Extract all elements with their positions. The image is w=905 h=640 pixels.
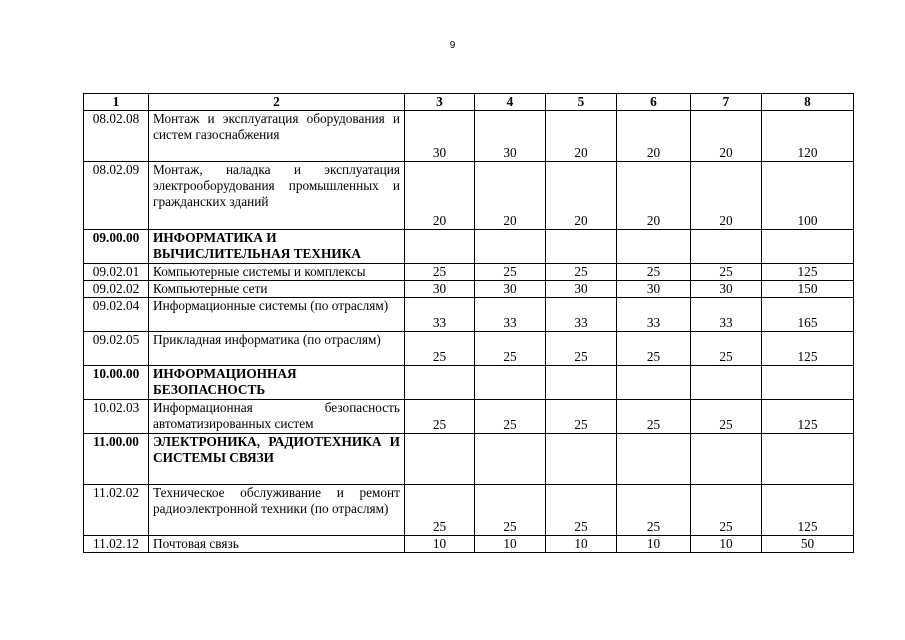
specialties-table: [83, 93, 854, 553]
value-cell: 25: [691, 400, 762, 434]
value-cell: 30: [546, 281, 617, 298]
value-cell: 25: [617, 400, 691, 434]
total-cell: 150: [762, 281, 854, 298]
table-header-row: [84, 94, 854, 111]
value-cell: 25: [691, 485, 762, 536]
total-cell: 165: [762, 298, 854, 332]
specialty-code: 08.02.08: [84, 111, 149, 162]
total-cell: 125: [762, 400, 854, 434]
section-name: ИНФОРМАТИКА И ВЫЧИСЛИТЕЛЬНАЯ ТЕХНИКА: [149, 230, 405, 264]
table-row: [84, 264, 854, 281]
value-cell: 20: [691, 162, 762, 230]
table-row: [84, 536, 854, 553]
value-cell: 10: [691, 536, 762, 553]
table-row: [84, 332, 854, 366]
value-cell: 25: [405, 264, 475, 281]
value-cell: 30: [475, 281, 546, 298]
empty-cell: [691, 366, 762, 400]
value-cell: 20: [405, 162, 475, 230]
specialty-code: 11.02.02: [84, 485, 149, 536]
empty-cell: [617, 434, 691, 485]
value-cell: 10: [546, 536, 617, 553]
value-cell: 30: [405, 111, 475, 162]
table-row: [84, 162, 854, 230]
total-cell: 120: [762, 111, 854, 162]
empty-cell: [762, 366, 854, 400]
value-cell: 25: [405, 400, 475, 434]
value-cell: 20: [617, 162, 691, 230]
page-number: 9: [449, 40, 456, 51]
value-cell: 25: [475, 264, 546, 281]
empty-cell: [405, 366, 475, 400]
section-name: ЭЛЕКТРОНИКА, РАДИОТЕХНИКА И СИСТЕМЫ СВЯЗИ: [149, 434, 405, 485]
empty-cell: [405, 230, 475, 264]
value-cell: 25: [405, 332, 475, 366]
total-cell: 125: [762, 264, 854, 281]
value-cell: 30: [405, 281, 475, 298]
value-cell: 25: [691, 264, 762, 281]
column-header: 5: [546, 94, 617, 111]
column-header: 4: [475, 94, 546, 111]
value-cell: 20: [546, 162, 617, 230]
section-code: 11.00.00: [84, 434, 149, 485]
value-cell: 25: [617, 332, 691, 366]
value-cell: 33: [691, 298, 762, 332]
value-cell: 30: [475, 111, 546, 162]
specialty-code: 09.02.04: [84, 298, 149, 332]
empty-cell: [475, 366, 546, 400]
value-cell: 20: [617, 111, 691, 162]
empty-cell: [405, 434, 475, 485]
value-cell: 25: [617, 264, 691, 281]
specialty-name: Монтаж, наладка и эксплуатация электрооборудования промышленных и гражданских зданий: [149, 162, 405, 230]
specialty-name: Компьютерные сети: [149, 281, 405, 298]
value-cell: 25: [617, 485, 691, 536]
column-header: 2: [149, 94, 405, 111]
value-cell: 30: [691, 281, 762, 298]
value-cell: 33: [405, 298, 475, 332]
specialty-code: 09.02.05: [84, 332, 149, 366]
value-cell: 10: [617, 536, 691, 553]
column-header: 1: [84, 94, 149, 111]
value-cell: 10: [405, 536, 475, 553]
value-cell: 20: [475, 162, 546, 230]
value-cell: 25: [546, 485, 617, 536]
table-row: [84, 111, 854, 162]
empty-cell: [691, 230, 762, 264]
empty-cell: [546, 366, 617, 400]
section-row: [84, 434, 854, 485]
section-row: [84, 230, 854, 264]
section-row: [84, 366, 854, 400]
value-cell: 25: [475, 485, 546, 536]
value-cell: 20: [691, 111, 762, 162]
empty-cell: [546, 230, 617, 264]
value-cell: 25: [546, 264, 617, 281]
empty-cell: [617, 366, 691, 400]
specialty-code: 10.02.03: [84, 400, 149, 434]
value-cell: 20: [546, 111, 617, 162]
value-cell: 30: [617, 281, 691, 298]
specialty-name: Техническое обслуживание и ремонт радиоэлектронной техники (по отраслям): [149, 485, 405, 536]
empty-cell: [691, 434, 762, 485]
specialty-code: 09.02.02: [84, 281, 149, 298]
section-code: 09.00.00: [84, 230, 149, 264]
column-header: 3: [405, 94, 475, 111]
empty-cell: [617, 230, 691, 264]
section-code: 10.00.00: [84, 366, 149, 400]
value-cell: 25: [405, 485, 475, 536]
value-cell: 33: [617, 298, 691, 332]
value-cell: 33: [546, 298, 617, 332]
total-cell: 50: [762, 536, 854, 553]
empty-cell: [762, 434, 854, 485]
value-cell: 25: [546, 332, 617, 366]
table-row: [84, 400, 854, 434]
specialty-code: 08.02.09: [84, 162, 149, 230]
value-cell: 33: [475, 298, 546, 332]
value-cell: 25: [546, 400, 617, 434]
empty-cell: [475, 230, 546, 264]
column-header: 6: [617, 94, 691, 111]
value-cell: 25: [475, 332, 546, 366]
value-cell: 10: [475, 536, 546, 553]
total-cell: 125: [762, 485, 854, 536]
empty-cell: [546, 434, 617, 485]
specialty-name: Монтаж и эксплуатация оборудования и систем газоснабжения: [149, 111, 405, 162]
specialty-code: 11.02.12: [84, 536, 149, 553]
empty-cell: [475, 434, 546, 485]
specialty-name: Информационная безопасность автоматизированных систем: [149, 400, 405, 434]
empty-cell: [762, 230, 854, 264]
total-cell: 125: [762, 332, 854, 366]
value-cell: 25: [475, 400, 546, 434]
section-name: ИНФОРМАЦИОННАЯ БЕЗОПАСНОСТЬ: [149, 366, 405, 400]
value-cell: 25: [691, 332, 762, 366]
specialty-name: Информационные системы (по отраслям): [149, 298, 405, 332]
column-header: 8: [762, 94, 854, 111]
specialty-code: 09.02.01: [84, 264, 149, 281]
table-row: [84, 298, 854, 332]
table-row: [84, 485, 854, 536]
total-cell: 100: [762, 162, 854, 230]
specialty-name: Почтовая связь: [149, 536, 405, 553]
specialty-name: Прикладная информатика (по отраслям): [149, 332, 405, 366]
column-header: 7: [691, 94, 762, 111]
table-row: [84, 281, 854, 298]
specialty-name: Компьютерные системы и комплексы: [149, 264, 405, 281]
